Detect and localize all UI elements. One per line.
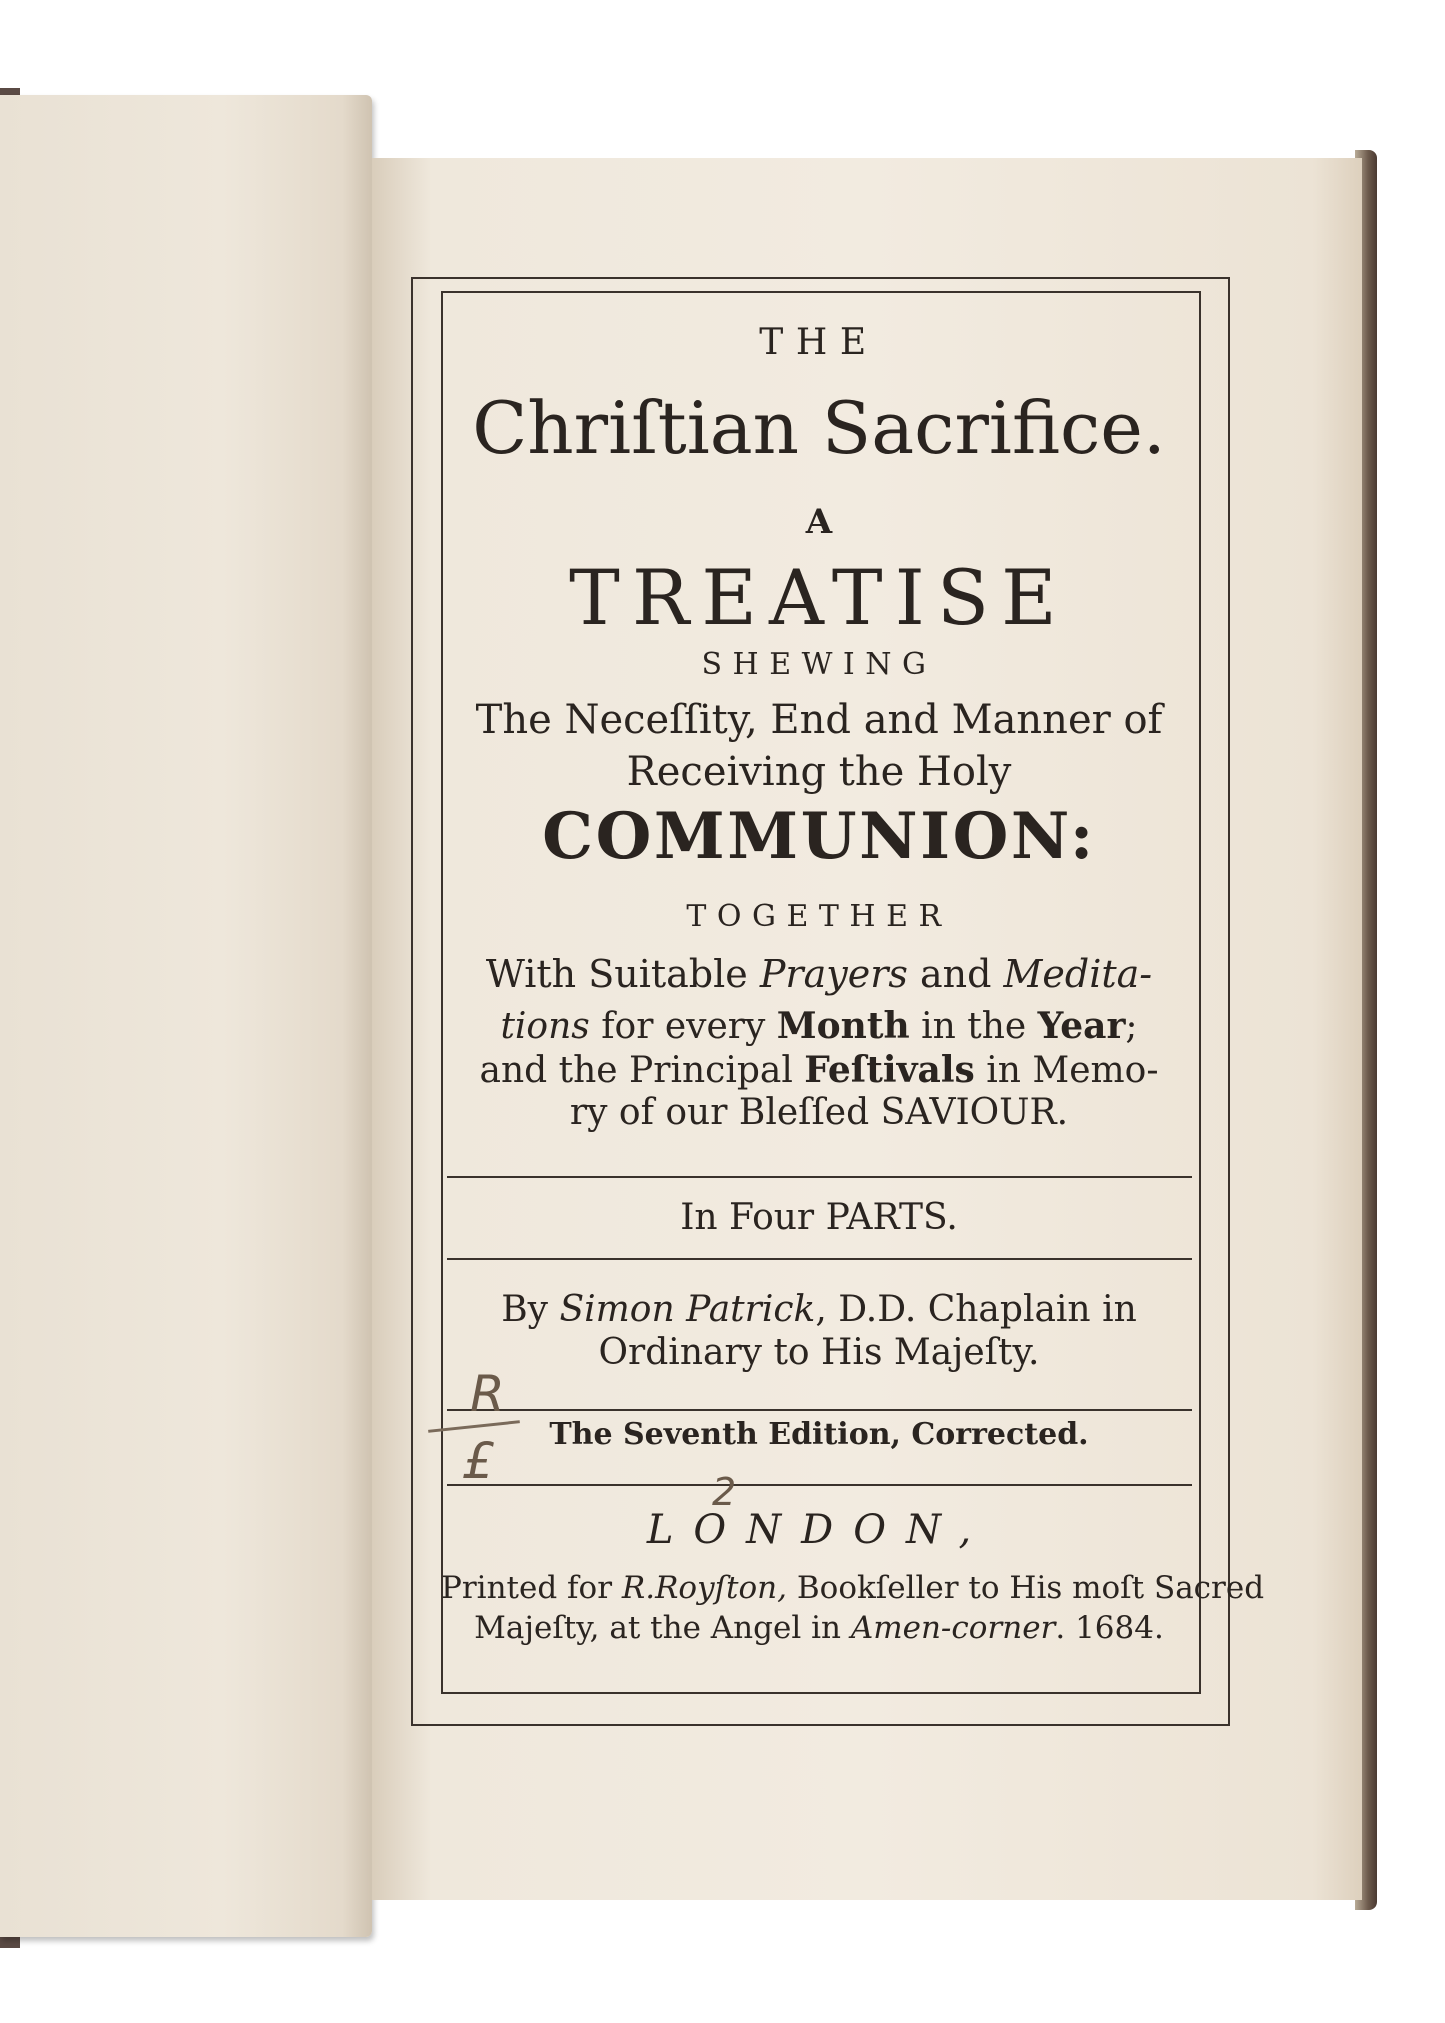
text: tions (500, 1006, 590, 1047)
text: for every (589, 1006, 777, 1047)
divider-rule (447, 1409, 1192, 1411)
imprint-line-1 (441, 1570, 1265, 1606)
handwritten-mark: R (470, 1365, 505, 1423)
text: Printed for (441, 1570, 622, 1606)
text: With Suitable (485, 952, 760, 996)
blackletter-text: Year (1037, 1005, 1126, 1047)
printer-name: R.Royſton, (621, 1570, 788, 1606)
divider-rule (447, 1258, 1192, 1260)
blackletter-text: Feſtivals (804, 1049, 975, 1091)
blackletter-text: Month (776, 1005, 910, 1047)
text: in Memo- (974, 1050, 1159, 1091)
shewing-heading: SHEWING (701, 647, 937, 682)
text: Amen-corner (850, 1610, 1056, 1646)
author-line-2: Ordinary to His Majeſty. (598, 1332, 1040, 1373)
description-line-1 (441, 952, 1197, 996)
london-line: LONDON, (646, 1507, 992, 1553)
divider-rule (447, 1484, 1192, 1486)
text: Bookſeller to His moſt Sacred (787, 1570, 1265, 1606)
description-line-2 (441, 1005, 1197, 1047)
handwritten-mark: 2 (712, 1470, 737, 1514)
divider-rule (447, 1176, 1192, 1178)
text: and (907, 952, 1004, 996)
subtitle-line-1: The Neceſſity, End and Manner of (475, 697, 1163, 743)
subtitle-line-2: Receiving the Holy (626, 749, 1012, 795)
text: Majeſty, at the Angel in (474, 1610, 851, 1646)
handwritten-mark: £ (462, 1432, 494, 1490)
communion-heading: COMMUNION: (542, 799, 1096, 874)
a-heading: A (805, 502, 833, 542)
author-line-1 (441, 1289, 1197, 1330)
text: Medita- (1003, 952, 1153, 996)
author-name: Simon Patrick (559, 1289, 816, 1330)
text: in the (909, 1006, 1038, 1047)
text: . 1684. (1055, 1610, 1164, 1646)
edition-line: The Seventh Edition, Corrected. (549, 1417, 1089, 1452)
book-title: Chriſtian Sacrifice. (472, 386, 1166, 470)
imprint-line-2 (441, 1610, 1197, 1646)
left-blank-page (0, 95, 372, 1937)
text: Prayers (759, 952, 908, 996)
description-line-4: ry of our Bleſſed SAVIOUR. (569, 1092, 1069, 1133)
description-line-3 (441, 1049, 1197, 1091)
text: and the Principal (479, 1050, 805, 1091)
text: , D.D. Chaplain in (815, 1289, 1137, 1330)
treatise-heading: TREATISE (569, 553, 1069, 642)
parts-line: In Four PARTS. (680, 1197, 958, 1238)
together-heading: TOGETHER (686, 899, 952, 934)
text: By (501, 1289, 560, 1330)
text: ; (1125, 1006, 1138, 1047)
the-heading: THE (759, 322, 879, 363)
